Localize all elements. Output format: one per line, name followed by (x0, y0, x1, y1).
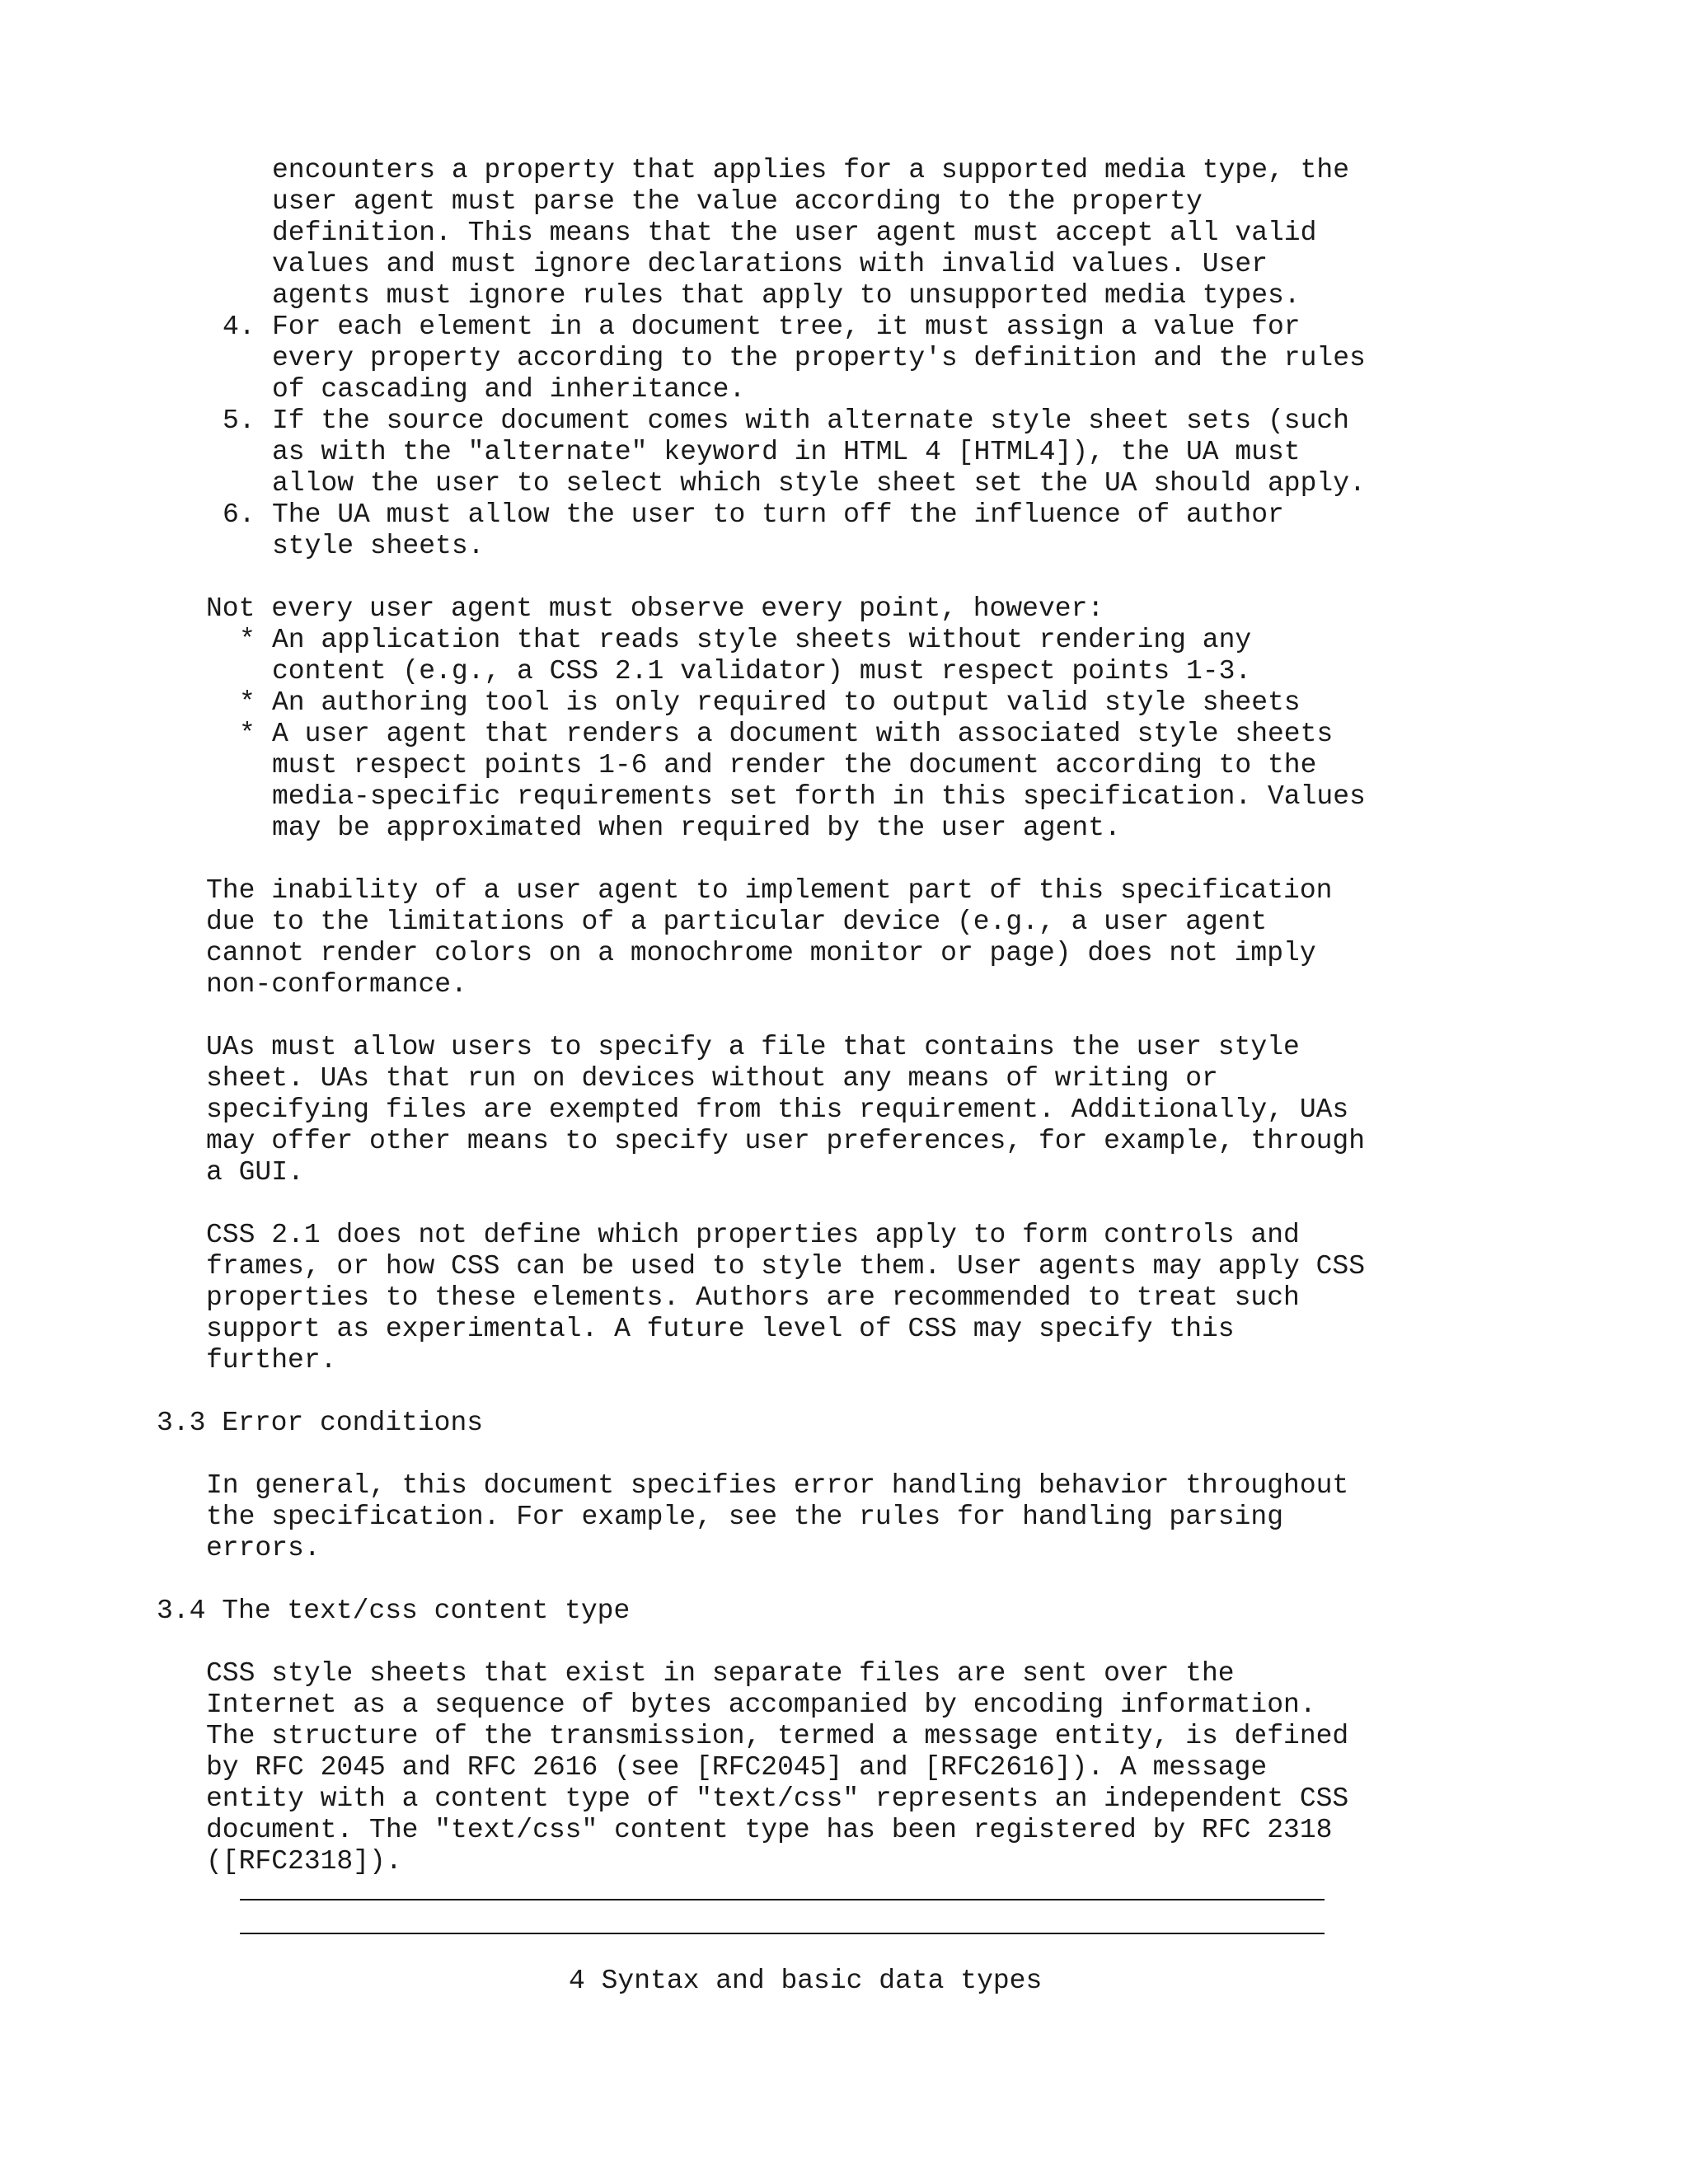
text-line: The inability of a user agent to implement part of this specification (206, 875, 1333, 906)
text-line: encounters a property that applies for a supported media type, the (272, 155, 1350, 185)
text-line: content (e.g., a CSS 2.1 validator) must respect points 1-3. (272, 656, 1252, 687)
text-line: as with the "alternate" keyword in HTML 4 [HTML4]), the UA must (272, 437, 1301, 467)
horizontal-rule (240, 1933, 1325, 1934)
text-line: UAs must allow users to specify a file that contains the user style (206, 1032, 1300, 1062)
text-line: of cascading and inheritance. (272, 374, 746, 405)
text-line: agents must ignore rules that apply to unsupported media types. (272, 280, 1301, 311)
text-line: The structure of the transmission, termed a message entity, is defined (206, 1721, 1349, 1751)
chapter-title: 4 Syntax and basic data types (569, 1966, 1043, 1996)
text-line: by RFC 2045 and RFC 2616 (see [RFC2045] and [RFC2616]). A message (206, 1752, 1268, 1783)
text-line: further. (206, 1345, 337, 1376)
text-line: For each element in a document tree, it must assign a value for (272, 312, 1301, 342)
list-number: 5. (223, 405, 256, 436)
text-line: style sheets. (272, 531, 485, 561)
text-line: values and must ignore declarations with invalid values. User (272, 249, 1268, 279)
bullet-marker: * (239, 719, 256, 749)
bullet-marker: * (239, 625, 256, 655)
text-line: may be approximated when required by the user agent. (272, 813, 1121, 843)
text-line: In general, this document specifies error handling behavior throughout (206, 1470, 1349, 1501)
text-line: ([RFC2318]). (206, 1846, 402, 1877)
bullet-marker: * (239, 687, 256, 718)
text-line: support as experimental. A future level of CSS may specify this (206, 1314, 1235, 1344)
text-line: sheet. UAs that run on devices without any means of writing or (206, 1063, 1218, 1094)
text-line: a GUI. (206, 1157, 304, 1188)
text-line: the specification. For example, see the rules for handling parsing (206, 1502, 1284, 1532)
text-line: specifying files are exempted from this requirement. Additionally, UAs (206, 1094, 1349, 1125)
section-heading-3-3: 3.3 Error conditions (157, 1408, 484, 1438)
text-line: due to the limitations of a particular device (e.g., a user agent (206, 907, 1268, 937)
text-line: media-specific requirements set forth in this specification. Values (272, 781, 1366, 812)
list-number: 6. (223, 499, 256, 530)
text-line: An application that reads style sheets without rendering any (272, 625, 1252, 655)
text-line: CSS 2.1 does not define which properties apply to form controls and (206, 1220, 1300, 1250)
text-line: non-conformance. (206, 969, 467, 1000)
text-line: must respect points 1-6 and render the document according to the (272, 750, 1317, 780)
text-line: entity with a content type of "text/css" represents an independent CSS (206, 1783, 1349, 1814)
text-line: cannot render colors on a monochrome monitor or page) does not imply (206, 938, 1316, 968)
text-line: user agent must parse the value according to the property (272, 186, 1203, 217)
text-line: The UA must allow the user to turn off the influence of author (272, 499, 1284, 530)
section-heading-3-4: 3.4 The text/css content type (157, 1596, 631, 1626)
list-number: 4. (223, 312, 256, 342)
text-line: An authoring tool is only required to output valid style sheets (272, 687, 1301, 718)
text-line: Internet as a sequence of bytes accompanied by encoding information. (206, 1690, 1316, 1720)
text-line: If the source document comes with alternate style sheet sets (such (272, 405, 1350, 436)
text-line: errors. (206, 1533, 321, 1563)
text-line: allow the user to select which style sheet set the UA should apply. (272, 468, 1366, 499)
text-line: document. The "text/css" content type has been registered by RFC 2318 (206, 1815, 1333, 1845)
text-line: CSS style sheets that exist in separate files are sent over the (206, 1658, 1235, 1689)
not-every-intro: Not every user agent must observe every point, however: (206, 593, 1104, 624)
text-line: definition. This means that the user agent must accept all valid (272, 218, 1317, 248)
text-line: every property according to the property's definition and the rules (272, 343, 1366, 373)
horizontal-rule (240, 1899, 1325, 1900)
text-line: may offer other means to specify user preferences, for example, through (206, 1126, 1366, 1156)
text-line: A user agent that renders a document with associated style sheets (272, 719, 1334, 749)
text-line: properties to these elements. Authors are recommended to treat such (206, 1282, 1300, 1313)
text-line: frames, or how CSS can be used to style them. User agents may apply CSS (206, 1251, 1366, 1282)
